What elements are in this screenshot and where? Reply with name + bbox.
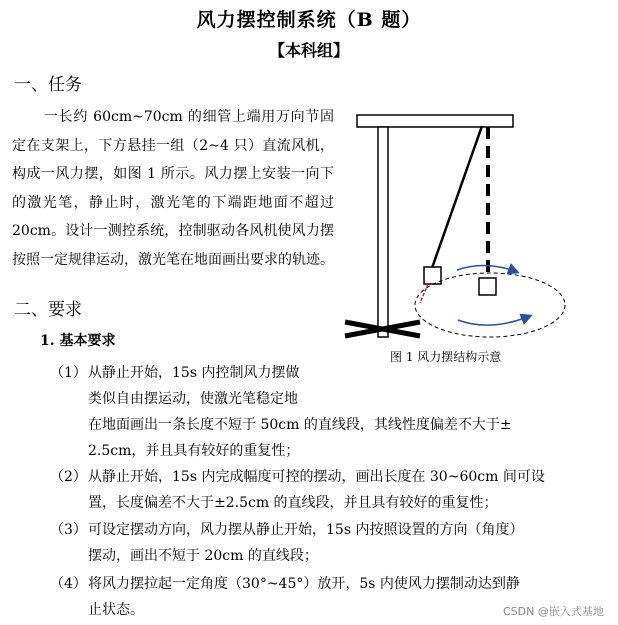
support-beam bbox=[357, 115, 513, 127]
item-text-line: 置，长度偏差不大于±2.5cm 的直线段，并且具有较好的重复性； bbox=[88, 495, 498, 511]
fan-box-swung bbox=[424, 267, 441, 284]
item-text-line: 摆动，画出不短于 20cm 的直线段； bbox=[88, 548, 318, 564]
pendulum-rod bbox=[432, 126, 482, 268]
item-number: （3） bbox=[50, 522, 87, 538]
item-text-line: 将风力摆拉起一定角度（30°~45°）放开，5s 内使风力摆制动达到静 bbox=[88, 576, 520, 592]
figure-caption: 图 1 风力摆结构示意 bbox=[390, 350, 502, 364]
page-subtitle: 【本科组】 bbox=[268, 41, 349, 60]
item-number: （4） bbox=[50, 576, 87, 592]
support-post bbox=[378, 127, 388, 337]
basic-requirements-heading: 1. 基本要求 bbox=[40, 333, 116, 349]
task-paragraph: 一长约 60cm~70cm 的细管上端用万向节固定在支架上，下方悬挂一组（2~4 只）直流风机，构成一风力摆，如图 1 所示。风力摆上安装一向下的激光笔，静止时，激光笔的下端距地面不超过 20cm。设计一测控系统，控制驱动各风机使风力摆按照一定规律运动，激光笔在地面画出要求的轨迹。 bbox=[12, 109, 334, 268]
item-text-line: 从静止开始，15s 内控制风力摆做 bbox=[88, 365, 300, 381]
page-title: 风力摆控制系统（B 题） bbox=[196, 9, 422, 31]
item-text-line: 可设定摆动方向，风力摆从静止开始，15s 内按照设置的方向（角度） bbox=[88, 522, 524, 538]
item-text-line: 2.5cm，并且具有较好的重复性； bbox=[88, 443, 300, 459]
item-text-line: 从静止开始，15s 内完成幅度可控的摆动，画出长度在 30~60cm 间可设 bbox=[88, 469, 545, 485]
item-text-line: 在地面画出一条长度不短于 50cm 的直线段，其线性度偏差不大于± bbox=[88, 417, 512, 433]
section-heading-requirements: 二、要求 bbox=[14, 300, 82, 320]
section-heading-task: 一、任务 bbox=[14, 75, 82, 95]
motion-arrow-bottom bbox=[458, 316, 530, 325]
watermark: CSDN @嵌入式基地 bbox=[503, 605, 604, 618]
item-number: （2） bbox=[50, 469, 87, 485]
laser-beam bbox=[420, 284, 428, 303]
fan-box-rest bbox=[479, 278, 496, 295]
item-text-line: 类似自由摆运动，使激光笔稳定地 bbox=[88, 391, 298, 407]
pendulum-figure bbox=[340, 100, 570, 340]
item-number: （1） bbox=[50, 365, 87, 381]
item-text-line: 止状态。 bbox=[88, 602, 144, 618]
